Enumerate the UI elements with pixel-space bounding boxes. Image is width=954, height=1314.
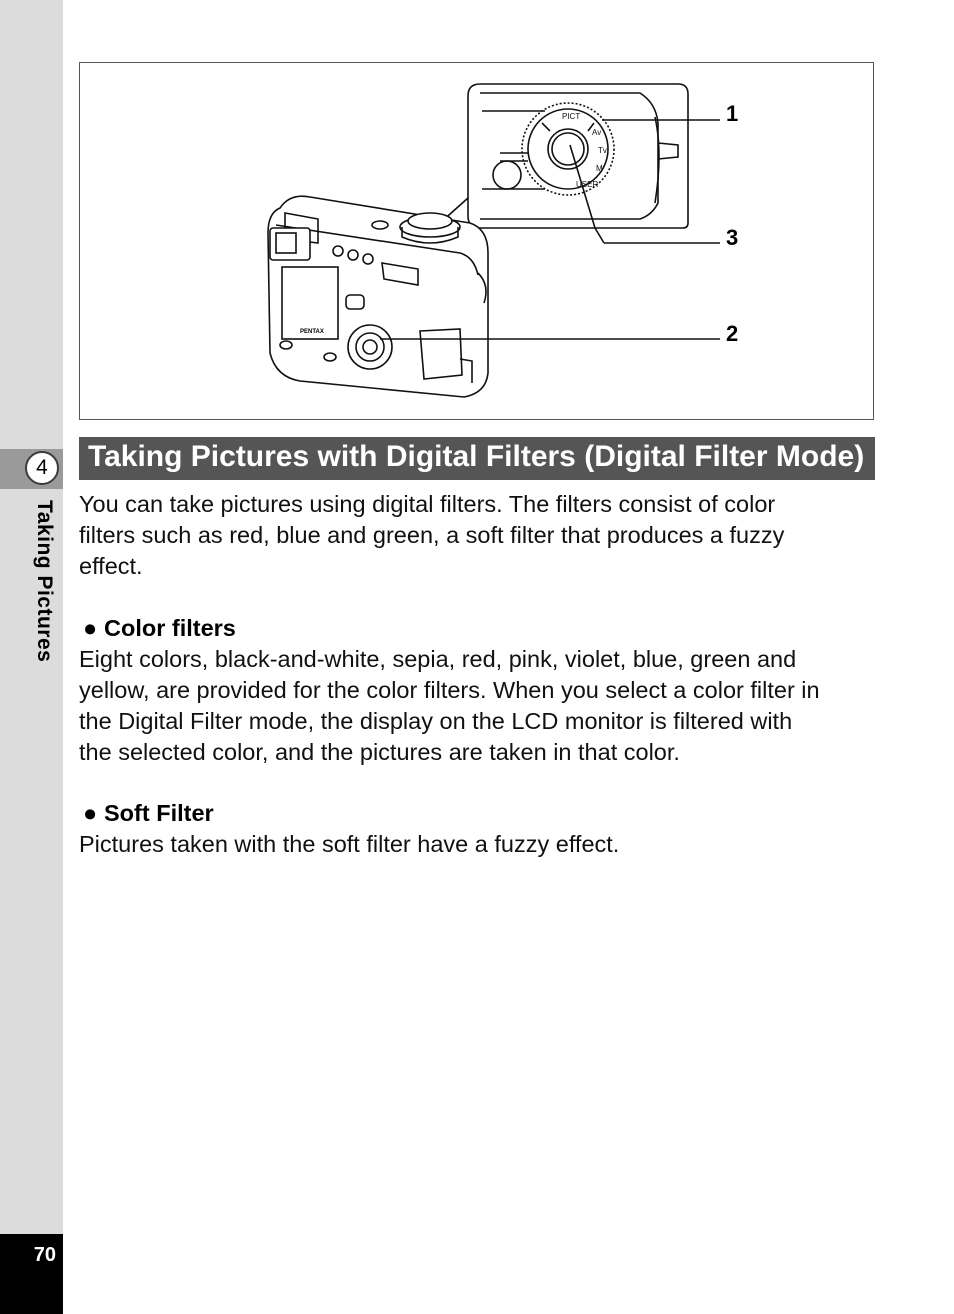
color-filters-title: Color filters xyxy=(104,615,236,641)
intro-line: You can take pictures using digital filters. The filters consist of color xyxy=(79,491,776,517)
color-filters-paragraph xyxy=(79,644,879,768)
intro-line: effect. xyxy=(79,553,143,579)
dial-label-tv: Tv xyxy=(598,146,607,155)
callout-1: 1 xyxy=(726,101,739,126)
section-heading: Taking Pictures with Digital Filters (Digital Filter Mode) xyxy=(79,437,875,480)
color-filters-line: Eight colors, black-and-white, sepia, red, pink, violet, blue, green and xyxy=(79,646,797,672)
dial-label-user: USER xyxy=(576,180,599,189)
chapter-number: 4 xyxy=(25,451,59,485)
page-number: 70 xyxy=(33,1244,56,1266)
color-filters-line: the Digital Filter mode, the display on the LCD monitor is filtered with xyxy=(79,708,793,734)
intro-paragraph xyxy=(79,489,879,582)
soft-filter-heading xyxy=(83,798,214,829)
callout-2: 2 xyxy=(726,321,739,346)
color-filters-line: the selected color, and the pictures are taken in that color. xyxy=(79,739,680,765)
dial-label-m: M xyxy=(596,164,603,173)
dial-label-pict: PICT xyxy=(562,112,581,121)
camera-illustration xyxy=(80,63,875,421)
dial-label-av: Av xyxy=(592,128,602,137)
callout-3: 3 xyxy=(726,225,739,250)
soft-filter-paragraph xyxy=(79,829,879,860)
intro-line: filters such as red, blue and green, a soft filter that produces a fuzzy xyxy=(79,522,785,548)
bullet-icon: ● xyxy=(83,615,98,641)
soft-filter-line: Pictures taken with the soft filter have a fuzzy effect. xyxy=(79,831,620,857)
chapter-title: Taking Pictures xyxy=(33,500,56,663)
soft-filter-title: Soft Filter xyxy=(104,800,214,826)
camera-figure xyxy=(79,62,874,420)
color-filters-heading xyxy=(83,613,236,644)
bullet-icon: ● xyxy=(83,800,98,826)
camera-brand-label: PENTAX xyxy=(300,329,324,335)
color-filters-line: yellow, are provided for the color filters. When you select a color filter in xyxy=(79,677,820,703)
